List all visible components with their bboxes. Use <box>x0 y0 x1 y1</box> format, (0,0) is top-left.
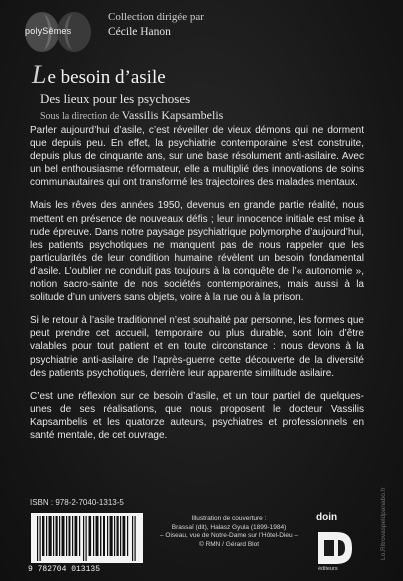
title-text: e besoin d’asile <box>47 67 166 88</box>
barcode-image <box>31 513 143 563</box>
editor-label: Sous la direction de <box>40 111 120 122</box>
blurb-paragraph: Mais les rêves des années 1950, devenus en grande partie réalité, nous mettent en présence de nouveaux défis ; leur innocence initiale est mise à rude épreuve. Dans notre paysage psychiatrique polymorphe d’aujourd’hui, les patients psychotiques ne manquent pas de nous rappeler que les particularités de leur condition humaine révèlent un besoin fondamental d’asile. L’oublier ne conduit pas toujours à la conquête de l’« autonomie », notion sacro-sainte de nos sociétés contemporaines, mais aussi à la solitude d’un univers sans objets, voire à la rue ou à la prison. <box>30 200 364 304</box>
collection-director: Cécile Hanon <box>108 26 171 38</box>
title-dropcap: L <box>32 60 47 89</box>
editor-name: Vassilis Kapsambelis <box>121 108 224 122</box>
illustration-credits <box>160 515 298 549</box>
publisher-name: doin <box>316 512 338 523</box>
collection-label: Collection dirigée par <box>108 11 204 23</box>
logo-text: polySêmes <box>25 26 72 36</box>
blurb <box>30 124 364 452</box>
book-title <box>32 60 166 90</box>
credit-line: © RMN / Gérard Blot <box>198 540 260 548</box>
credit-line: – Oiseau, vue de Notre-Dame sur l’Hôtel-Dieu – <box>160 532 299 540</box>
barcode-digits: 9 782704 013135 <box>28 565 101 574</box>
blurb-paragraph: C’est une réflexion sur ce besoin d’asile, et un tour partiel de quelques-unes de ses réalisations, que nous proposent le docteur Vassilis Kapsambelis et les quatorze auteurs, psychiatres et professionnels en santé mentale, de cet ouvrage. <box>30 390 364 441</box>
isbn: ISBN : 978-2-7040-1313-5 <box>30 498 124 507</box>
book-subtitle: Des lieux pour les psychoses <box>40 91 191 106</box>
watermark: Lo.Ritrovaspeldpanabo.fr <box>380 487 387 560</box>
credit-line: Illustration de couverture : <box>191 515 267 522</box>
editor-line <box>40 108 223 123</box>
credit-line: Brassaï (dit), Halasz Gyula (1899-1984) <box>171 523 287 531</box>
blurb-paragraph: Parler aujourd’hui d’asile, c’est réveiller de vieux démons qui ne dorment que depuis peu. En effet, la psychiatrie contemporaine s’est construite, depuis plus de cinquante ans, sur une base résolument anti-asilaire. Avec un bel enthousiasme réformateur, elle a multiplié des innovations de soins communautaires qui ont transformé les trajectoires des malades mentaux. <box>30 125 364 189</box>
blurb-paragraph: Si le retour à l’asile traditionnel n’est souhaité par personne, les formes que peut prendre cet accueil, temporaire ou plus durable, sont loin d’être valables pour tout patient et en toute circonstance : nous devons à la psychiatrie anti-asilaire de l’après-guerre cette découverte de la diversité des patients psychotiques, derrière leur apparente similitude asilaire. <box>30 315 364 379</box>
publisher-subtitle: éditeurs <box>318 566 338 572</box>
